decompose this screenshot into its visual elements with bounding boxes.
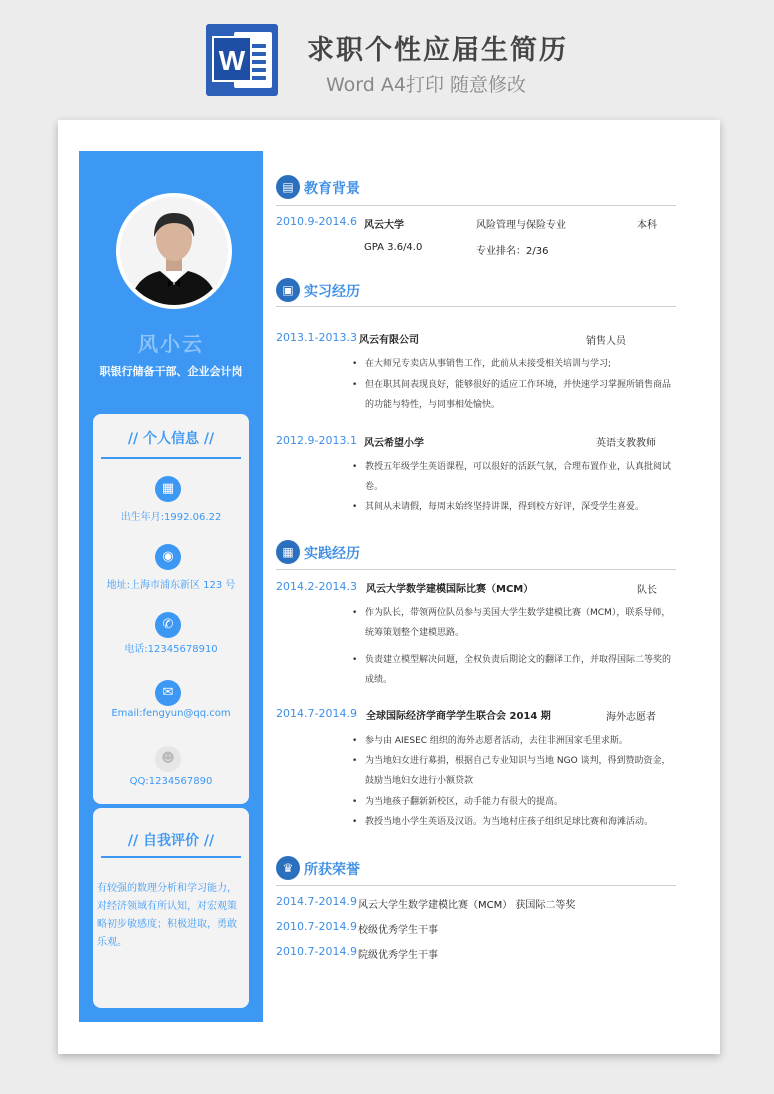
email-icon: ✉ — [155, 680, 181, 706]
honor-date: 2010.7-2014.9 — [276, 945, 357, 958]
practice-role: 海外志愿者 — [606, 712, 656, 723]
word-letter: W — [212, 36, 252, 82]
section-divider — [276, 885, 676, 886]
birth-date: 出生年月:1992.06.22 — [120, 512, 222, 523]
practice-bullet: • 为当地妇女进行募捐，根据自己专业知识与当地 NGO 谈判，得到赞助资金，鼓励当地妇女进行小额贷款 — [352, 751, 678, 791]
phone: 电话:12345678910 — [124, 644, 218, 655]
practice-date: 2014.7-2014.9 — [276, 707, 357, 720]
word-app-icon — [206, 24, 278, 96]
honor-date: 2014.7-2014.9 — [276, 895, 357, 908]
edu-major: 风险管理与保险专业 — [476, 220, 566, 231]
self-eval-title: // 自我评价 // — [127, 833, 215, 849]
practice-role: 队长 — [637, 585, 657, 596]
email: Email:fengyun@qq.com — [111, 708, 231, 719]
edu-rank: 专业排名：2/36 — [476, 246, 549, 257]
section-title-practice: 实践经历 — [304, 546, 360, 562]
section-title-honors: 所获荣誉 — [304, 862, 360, 878]
self-eval-text: 有较强的数理分析和学习能力，对经济领域有所认知，对宏观策略初步敏感度；积极进取，勇敢乐观。 — [97, 883, 237, 948]
intern-bullet: • 但在职其间表现良好，能够很好的适应工作环境，并快速学习掌握所销售商品的功能与特性，与同事相处愉快。 — [352, 375, 678, 415]
qq-icon: ☻ — [155, 746, 181, 772]
edu-school: 风云大学 — [364, 220, 404, 231]
location-icon: ◉ — [155, 544, 181, 570]
trophy-icon: ♛ — [276, 856, 300, 880]
practice-bullet: • 参与由 AIESEC 组织的海外志愿者活动，去往非洲国家毛里求斯。 — [352, 731, 678, 751]
intern-bullet: • 在大师兄专卖店从事销售工作，此前从未接受相关培训与学习; — [352, 354, 678, 374]
honor-date: 2010.7-2014.9 — [276, 920, 357, 933]
calendar-icon: ▦ — [155, 476, 181, 502]
divider — [101, 457, 241, 459]
briefcase-icon: ▣ — [276, 278, 300, 302]
practice-bullet: • 教授当地小学生英语及汉语。为当地村庄孩子组织足球比赛和海滩活动。 — [352, 812, 678, 832]
personal-info-card — [93, 414, 249, 804]
header-subtitle: Word A4打印 随意修改 — [326, 74, 527, 96]
practice-bullet: • 作为队长，带领两位队员参与美国大学生数学建模比赛（MCM），联系导师，统筹策划整个建模思路。 — [352, 603, 678, 643]
header-title: 求职个性应届生简历 — [307, 35, 568, 66]
book-icon: ▤ — [276, 175, 300, 199]
practice-org: 全球国际经济学商学学生联合会 2014 期 — [366, 711, 551, 722]
practice-bullet: • 为当地孩子翻新新校区，动手能力有很大的提高。 — [352, 792, 678, 812]
intern-role: 销售人员 — [586, 336, 626, 347]
edu-gpa: GPA 3.6/4.0 — [364, 242, 423, 253]
address: 地址:上海市浦东新区 123 号 — [106, 580, 236, 591]
section-title-education: 教育背景 — [304, 181, 360, 197]
section-title-internship: 实习经历 — [304, 284, 360, 300]
avatar — [116, 193, 232, 309]
intern-role: 英语支教教师 — [596, 438, 656, 449]
practice-date: 2014.2-2014.3 — [276, 580, 357, 593]
honor-text: 校级优秀学生干事 — [358, 925, 438, 936]
intern-bullet: • 教授五年级学生英语课程，可以很好的活跃气氛，合理布置作业，认真批阅试卷。 — [352, 457, 678, 497]
edu-degree: 本科 — [637, 220, 657, 231]
practice-org: 风云大学数学建模国际比赛（MCM） — [366, 584, 534, 595]
profile-name: 风小云 — [138, 332, 204, 356]
intern-bullet: • 其间从未请假，每周末始终坚持讲课，得到校方好评，深受学生喜爱。 — [352, 497, 678, 517]
calculator-icon: ▦ — [276, 540, 300, 564]
practice-bullet: • 负责建立模型解决问题，全权负责后期论文的翻译工作，并取得国际二等奖的成绩。 — [352, 650, 678, 690]
section-divider — [276, 306, 676, 307]
edu-date: 2010.9-2014.6 — [276, 215, 357, 228]
phone-icon: ✆ — [155, 612, 181, 638]
intern-org: 风云有限公司 — [359, 335, 419, 346]
qq: QQ:1234567890 — [129, 776, 213, 787]
intern-date: 2012.9-2013.1 — [276, 434, 357, 447]
personal-info-title: // 个人信息 // — [127, 431, 215, 447]
section-divider — [276, 205, 676, 206]
intern-date: 2013.1-2013.3 — [276, 331, 357, 344]
honor-text: 院级优秀学生干事 — [358, 950, 438, 961]
intern-org: 风云希望小学 — [364, 438, 424, 449]
section-divider — [276, 569, 676, 570]
divider — [101, 856, 241, 858]
honor-text: 风云大学生数学建模比赛（MCM） 获国际二等奖 — [358, 900, 576, 911]
self-eval-card — [93, 808, 249, 1008]
job-target: 职银行储备干部、企业会计岗 — [99, 365, 243, 378]
